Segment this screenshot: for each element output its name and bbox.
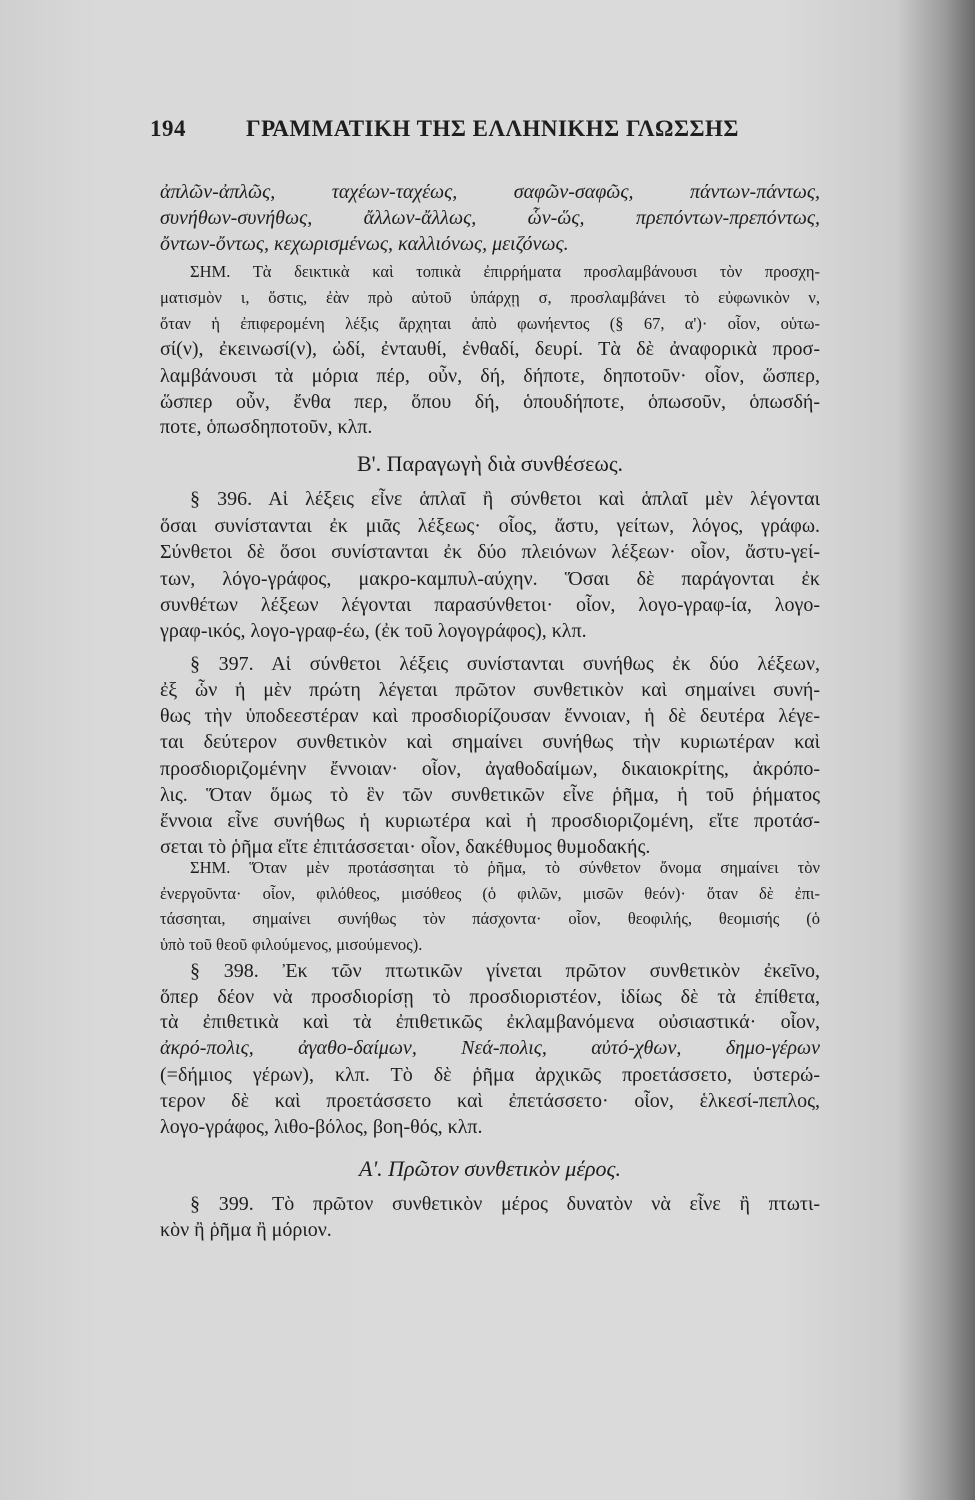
text-line: § 397. Αἱ σύνθετοι λέξεις συνίστανται συνήθως ἐκ δύο λέξεων, [190, 653, 820, 675]
text-line: συνήθων-συνήθως, ἄλλων-ἄλλως, ὧν-ὥς, πρεπόντων-πρεπόντως, [160, 207, 820, 229]
running-header [150, 116, 790, 146]
text-line: ἐνεργοῦντα· οἷον, φιλόθεος, μισόθεος (ὁ φιλῶν, μισῶν θεόν)· ὅταν δὲ ἐπι- [160, 884, 820, 903]
text-line: σεται τὸ ῥῆμα εἴτε ἐπιτάσσεται· οἷον, δακέθυμος θυμοδακής. [160, 836, 651, 858]
text-line: ὑπὸ τοῦ θεοῦ φιλούμενος, μισούμενος). [160, 935, 423, 954]
text-line: συνθέτων λέξεων λέγονται παρασύνθετοι· οἷον, λογο-γραφ-ία, λογο- [160, 594, 820, 616]
text-line: ἀπλῶν-ἀπλῶς, ταχέων-ταχέως, σαφῶν-σαφῶς, πάντων-πάντως, [160, 181, 820, 203]
text-line: § 399. Τὸ πρῶτον συνθετικὸν μέρος δυνατὸν νὰ εἶνε ἢ πτωτι- [190, 1193, 820, 1215]
text-line: ἀκρό-πολις, ἀγαθο-δαίμων, Νεά-πολις, αὐτό-χθων, δημο-γέρων [160, 1037, 820, 1059]
text-line: γραφ-ικός, λογο-γραφ-έω, (ἐκ τοῦ λογογράφος), κλπ. [160, 620, 587, 642]
text-line: των, λόγο-γράφος, μακρο-καμπυλ-αύχην. Ὅσαι δὲ παράγονται ἐκ [160, 568, 820, 590]
text-line: ὅσαι συνίστανται ἐκ μιᾶς λέξεως· οἷος, ἄστυ, γείτων, λόγος, γράφω. [160, 515, 820, 537]
text-line: λις. Ὅταν ὅμως τὸ ἓν τῶν συνθετικῶν εἶνε ῥῆμα, ἡ τοῦ ῥήματος [160, 784, 820, 806]
text-line: ὅταν ἡ ἐπιφερομένη λέξις ἄρχηται ἀπὸ φωνήεντος (§ 67, α')· οἷον, οὑτω- [160, 314, 820, 333]
text-line: τάσσηται, σημαίνει συνήθως τὸν πάσχοντα· οἷον, θεοφιλής, θεομισής (ὁ [160, 909, 820, 928]
page-number: 194 [150, 116, 186, 141]
text-line: ἔννοια εἶνε συνήθως ἡ κυριωτέρα καὶ ἡ προσδιοριζομένη, εἴτε προτάσ- [160, 810, 820, 832]
text-line: ται δεύτερον συνθετικὸν καὶ σημαίνει συνήθως τὴν κυριωτέραν καὶ [160, 731, 820, 753]
text-line: ματισμὸν ι, ὅστις, ἐὰν πρὸ αὐτοῦ ὑπάρχῃ σ, προσλαμβάνει τὸ εὐφωνικὸν ν, [160, 288, 820, 307]
running-title: ΓΡΑΜΜΑΤΙΚΗ ΤΗΣ ΕΛΛΗΝΙΚΗΣ ΓΛΩΣΣΗΣ [246, 116, 739, 141]
text-line: προσδιοριζομένην ἔννοιαν· οἷον, ἀγαθοδαίμων, δικαιοκρίτης, ἀκρόπο- [160, 758, 820, 780]
section-heading: Β'. Παραγωγὴ διὰ συνθέσεως. [356, 451, 624, 476]
text-line: Σύνθετοι δὲ ὅσοι συνίστανται ἐκ δύο πλειόνων λέξεων· οἷον, ἄστυ-γεί- [160, 541, 820, 563]
text-line: τὰ ἐπιθετικὰ καὶ τὰ ἐπιθετικῶς ἐκλαμβανόμενα οὐσιαστικά· οἷον, [160, 1011, 820, 1033]
text-line: ΣΗΜ. Τὰ δεικτικὰ καὶ τοπικὰ ἐπιρρήματα προσλαμβάνουσι τὸν προσχη- [190, 262, 820, 281]
text-line: λογο-γράφος, λιθο-βόλος, βοη-θός, κλπ. [160, 1116, 483, 1138]
text-line: § 398. Ἐκ τῶν πτωτικῶν γίνεται πρῶτον συνθετικὸν ἐκεῖνο, [190, 960, 820, 982]
text-line: θως τὴν ὑποδεεστέραν καὶ προσδιορίζουσαν ἔννοιαν, ἡ δὲ δευτέρα λέγε- [160, 705, 820, 727]
text-line: ὥσπερ οὖν, ἔνθα περ, ὅπου δή, ὁπουδήποτε, ὁπωσοῦν, ὁπωσδή- [160, 391, 820, 413]
text-line: ὅπερ δέον νὰ προσδιορίσῃ τὸ προσδιοριστέον, ἰδίως δὲ τὰ ἐπίθετα, [160, 986, 820, 1008]
text-line: λαμβάνουσι τὰ μόρια πέρ, οὖν, δή, δήποτε, δηποτοῦν· οἷον, ὥσπερ, [160, 365, 820, 387]
text-line: ὄντων-ὄντως, κεχωρισμένως, καλλιόνως, μειζόνως. [160, 233, 569, 255]
text-line: κὸν ἢ ῥῆμα ἢ μόριον. [160, 1219, 332, 1241]
text-line: (=δήμιος γέρων), κλπ. Τὸ δὲ ῥῆμα ἀρχικῶς προετάσσετο, ὑστερώ- [160, 1064, 820, 1086]
text-line: τερον δὲ καὶ προετάσσετο καὶ ἐπετάσσετο· οἷον, ἑλκεσί-πεπλος, [160, 1090, 820, 1112]
text-line: ἐξ ὧν ἡ μὲν πρώτη λέγεται πρῶτον συνθετικὸν καὶ σημαίνει συνή- [160, 679, 820, 701]
text-line: σί(ν), ἐκεινωσί(ν), ὠδί, ἐνταυθί, ἐνθαδί, δευρί. Τὰ δὲ ἀναφορικὰ προσ- [160, 338, 820, 360]
text-line: ΣΗΜ. Ὅταν μὲν προτάσσηται τὸ ῥῆμα, τὸ σύνθετον ὄνομα σημαίνει τὸν [190, 858, 820, 877]
section-heading: Α'. Πρῶτον συνθετικὸν μέρος. [359, 1156, 621, 1181]
text-line: ποτε, ὁπωσδηποτοῦν, κλπ. [160, 416, 373, 438]
text-line: § 396. Αἱ λέξεις εἶνε ἁπλαῖ ἢ σύνθετοι καὶ ἁπλαῖ μὲν λέγονται [190, 488, 820, 510]
